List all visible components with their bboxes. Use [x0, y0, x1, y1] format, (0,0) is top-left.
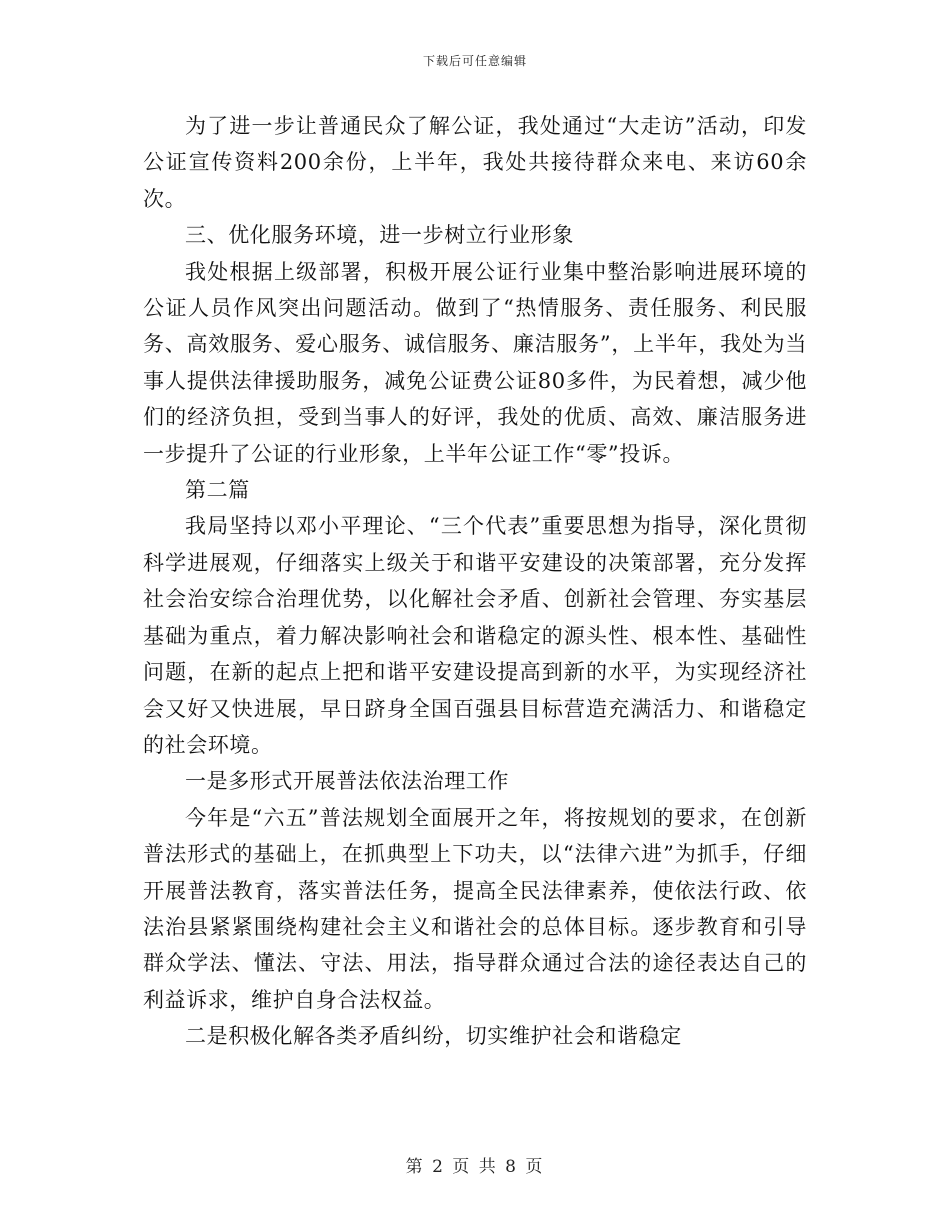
page-number: 第 2 页 共 8 页	[405, 1157, 545, 1177]
section-heading-service-environment: 三、优化服务环境，进一步树立行业形象	[185, 223, 574, 248]
page-header: 下载后可任意编辑	[422, 54, 527, 68]
section-heading-dispute-resolution: 二是积极化解各类矛盾纠纷，切实维护社会和谐稳定	[185, 1024, 682, 1049]
section-heading-part-two: 第二篇	[185, 478, 250, 503]
document-body	[143, 108, 807, 1055]
paragraph-notary-outreach: 为了进一步让普通民众了解公证，我处通过“大走访”活动，印发公证宣传资料200余份，上半年，我处共接待群众来电、来访60余次。	[143, 114, 807, 211]
section-heading-law-popularization: 一是多形式开展普法依法治理工作	[185, 769, 509, 794]
paragraph-harmony-safety: 我局坚持以邓小平理论、“三个代表”重要思想为指导，深化贯彻科学进展观，仔细落实上级关于和谐平安建设的决策部署，充分发挥社会治安综合治理优势，以化解社会矛盾、创新社会管理、夯实基层基础为重点，着力解决影响社会和谐稳定的源头性、根本性、基础性问题，在新的起点上把和谐平安建设提高到新的水平，为实现经济社会又好又快进展，早日跻身全国百强县目标营造充满活力、和谐稳定的社会环境。	[143, 514, 807, 757]
paragraph-service-improvement: 我处根据上级部署，积极开展公证行业集中整治影响进展环境的公证人员作风突出问题活动。做到了“热情服务、责任服务、利民服务、高效服务、爱心服务、诚信服务、廉洁服务”，上半年，我处为当事人提供法律援助服务，减免公证费公证80多件，为民着想，减少他们的经济负担，受到当事人的好评，我处的优质、高效、廉洁服务进一步提升了公证的行业形象，上半年公证工作“零”投诉。	[143, 259, 807, 466]
paragraph-sixth-five-year-plan: 今年是“六五”普法规划全面展开之年，将按规划的要求，在创新普法形式的基础上，在抓典型上下功夫，以“法律六进”为抓手，仔细开展普法教育，落实普法任务，提高全民法律素养，使依法行政、依法治县紧紧围绕构建社会主义和谐社会的总体目标。逐步教育和引导群众学法、懂法、守法、用法，指导群众通过合法的途径表达自己的利益诉求，维护自身合法权益。	[143, 805, 807, 1012]
